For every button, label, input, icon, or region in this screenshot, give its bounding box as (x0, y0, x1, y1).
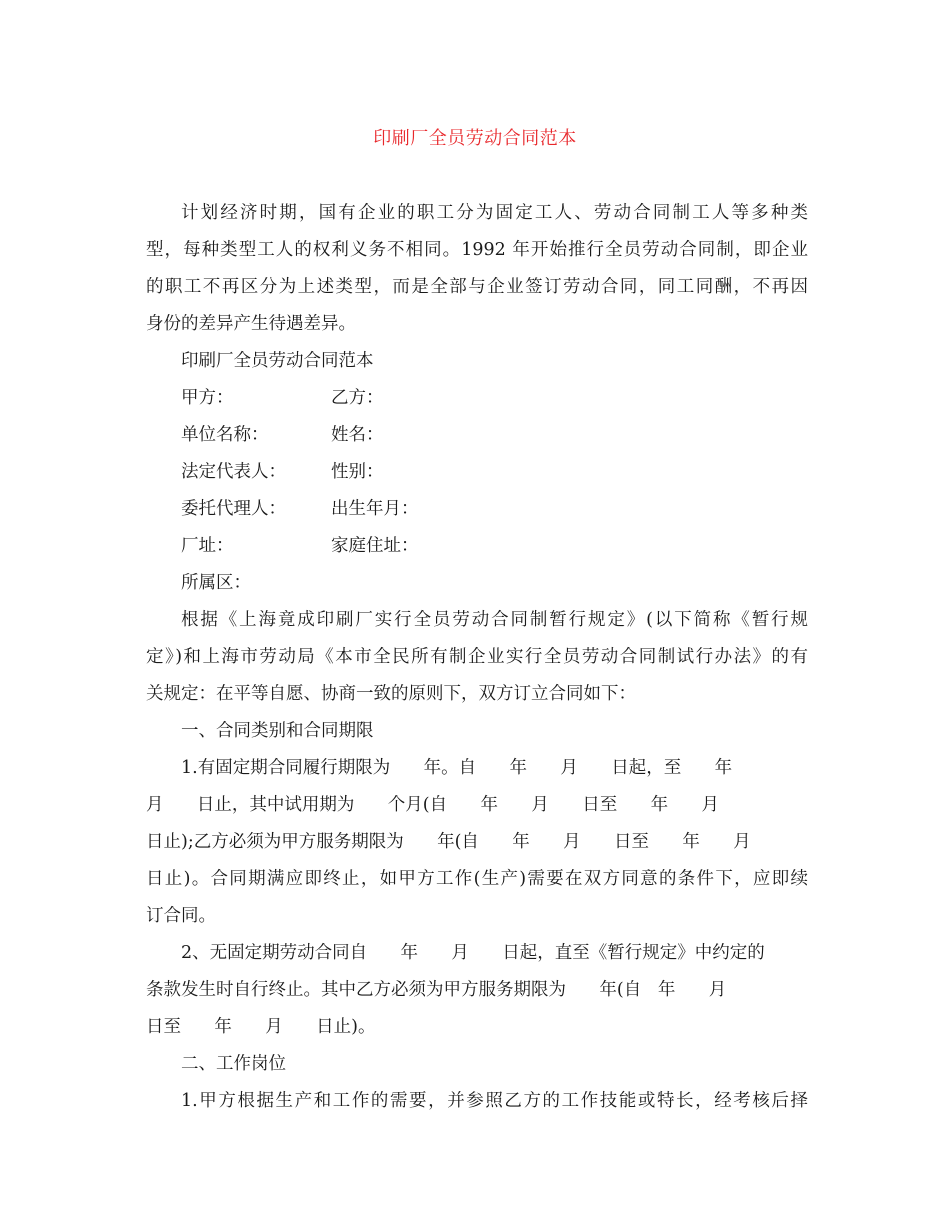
clause-line: 订合同。 (146, 906, 216, 926)
factory-address-label: 厂址： (181, 536, 234, 556)
agent-label: 委托代理人： (181, 499, 286, 519)
clause-line: 1.有固定期合同履行期限为 年。自 年 月 日起，至 年 (181, 758, 733, 778)
document-title: 印刷厂全员劳动合同范本 (373, 128, 577, 149)
legal-representative-label: 法定代表人： (181, 462, 286, 482)
party-row (146, 528, 808, 565)
birth-date-label: 出生年月： (331, 499, 419, 519)
clause-line: 日至 年 月 日止)。 (146, 1017, 376, 1037)
document-subtitle: 印刷厂全员劳动合同范本 (181, 351, 374, 371)
document-body (146, 195, 808, 1120)
intro-line: 身份的差异产生待遇差异。 (146, 314, 356, 334)
basis-line: 关规定：在平等自愿、协商一致的原则下，双方订立合同如下： (146, 684, 636, 704)
party-row (146, 417, 808, 454)
district-label: 所属区： (181, 573, 251, 593)
clause-line: 月 日止，其中试用期为 个月(自 年 月 日至 年 月 (146, 795, 719, 815)
basis-line: 根据《上海竟成印刷厂实行全员劳动合同制暂行规定》(以下简称《暂行规 (181, 610, 808, 630)
party-row (146, 380, 808, 417)
section-heading: 二、工作岗位 (181, 1054, 286, 1074)
section-heading: 一、合同类别和合同期限 (181, 721, 374, 741)
party-a-label: 甲方： (181, 388, 234, 408)
intro-line: 的职工不再区分为上述类型，而是全部与企业签订劳动合同，同工同酬，不再因 (146, 277, 808, 297)
party-row (146, 565, 808, 602)
person-name-label: 姓名： (331, 425, 384, 445)
basis-line: 定》)和上海市劳动局《本市全民所有制企业实行全员劳动合同制试行办法》的有 (146, 647, 808, 667)
unit-name-label: 单位名称： (181, 425, 269, 445)
party-row (146, 454, 808, 491)
clause-line: 条款发生时自行终止。其中乙方必须为甲方服务期限为 年(自 年 月 (146, 980, 727, 1000)
party-b-label: 乙方： (331, 388, 384, 408)
party-row (146, 491, 808, 528)
intro-line: 计划经济时期，国有企业的职工分为固定工人、劳动合同制工人等多种类 (181, 203, 808, 223)
home-address-label: 家庭住址： (331, 536, 419, 556)
gender-label: 性别： (331, 462, 384, 482)
clause-line: 2、无固定期劳动合同自 年 月 日起，直至《暂行规定》中约定的 (181, 943, 765, 963)
clause-line: 日止);乙方必须为甲方服务期限为 年(自 年 月 日至 年 月 (146, 832, 751, 852)
intro-line: 型，每种类型工人的权利义务不相同。1992 年开始推行全员劳动合同制，即企业 (146, 240, 808, 260)
clause-line: 日止)。合同期满应即终止，如甲方工作(生产)需要在双方同意的条件下，应即续 (146, 869, 808, 889)
clause-line: 1.甲方根据生产和工作的需要，并参照乙方的工作技能或特长，经考核后择 (181, 1091, 808, 1111)
